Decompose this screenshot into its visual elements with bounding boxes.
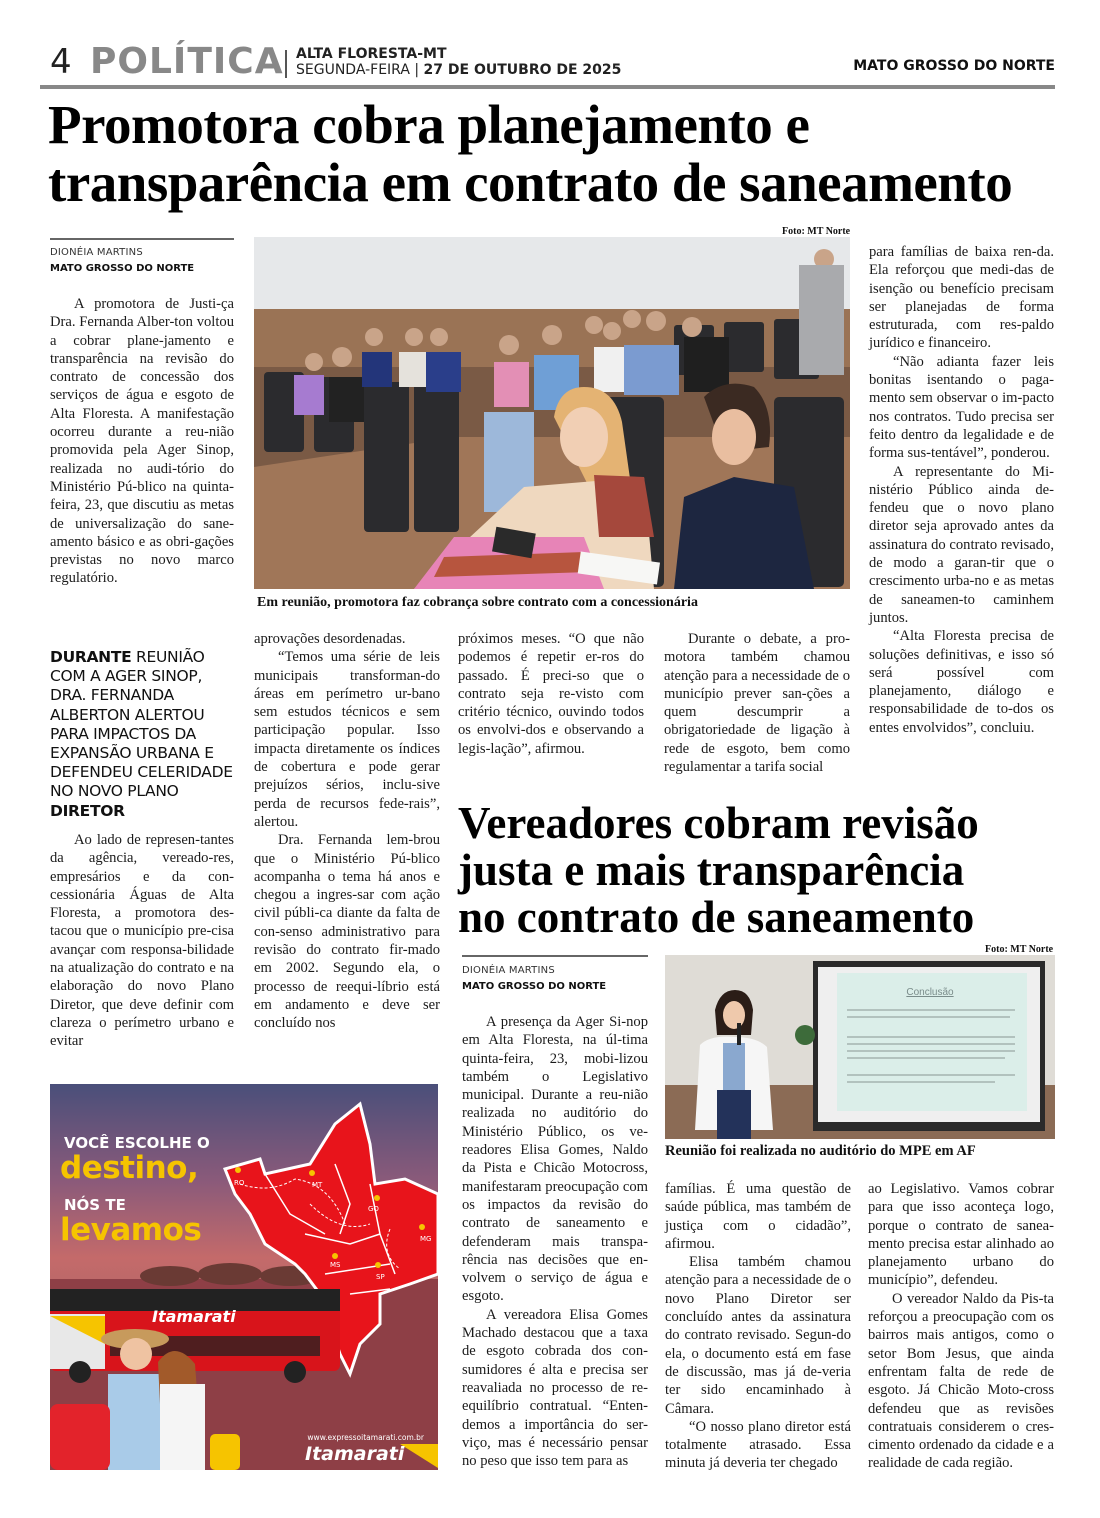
ad-headline-1: VOCÊ ESCOLHE O [64, 1134, 210, 1152]
newspaper-brand: MATO GROSSO DO NORTE [853, 58, 1055, 74]
paragraph: O vereador Naldo da Pis-ta reforçou a preocupação com os bairros mais antigos, como o setor Bom Jesus, que ainda enfrentam falta de rede de esgoto. Já Chicão Moto-cross defendeu que as revisões contratuais considerem o cres-cimento ordenado da cidade e a realidade de cada região. [868, 1290, 1054, 1472]
headline-line: transparência em contrato de saneamento [48, 152, 1013, 213]
map-label-go: GO [368, 1205, 379, 1213]
map-label-ms: MS [330, 1261, 341, 1269]
paragraph: “O nosso plano diretor está totalmente atrasado. Essa minuta já deveria ter chegado [665, 1418, 851, 1472]
paragraph: famílias. É uma questão de saúde pública, mas também de justiça com o cidadão”, afirmou. [665, 1181, 851, 1252]
headline-line: no contrato de saneamento [458, 892, 975, 942]
article2-photo-caption: Reunião foi realizada no auditório do MPE em AF [665, 1143, 976, 1159]
header-divider [285, 50, 287, 78]
paragraph: “Alta Floresta precisa de soluções definitivas, e isso só será possível com planejamento, diálogo e responsabilidade de to-dos os entes envolvidos”, concluiu. [869, 628, 1054, 736]
article1-photo-caption: Em reunião, promotora faz cobrança sobre contrato com a concessionária [257, 595, 698, 610]
article1-column-1 [50, 295, 234, 588]
header-rule [40, 85, 1055, 89]
paragraph: A presença da Ager Si-nop em Alta Floresta, na úl-tima quinta-feira, 23, mobi-lizou também o Legislativo municipal. Durante a reu-nião realizada no auditório do Ministério Público, os ve-readores Elisa Gomes, Naldo da Pista e Chicão Motocross, manifestaram preocupação com os impactos da revisão do contrato de saneamento e defenderam mais transpa-rência nas decisões que en-volvem o serviço de água e esgoto. [462, 1014, 648, 1305]
auditorium-photo-illustration [254, 237, 850, 589]
article1-author: DIONÉIA MARTINS [50, 247, 143, 258]
paragraph: “Temos uma série de leis municipais transforman-do áreas em perímetro ur-bano sem estudos técnicos e sem participação popular. Isso impacta diretamente os índices de cobertura e pode gerar prejuízos sérios, inclu-sive perda de recursos fede-rais”, alertou. [254, 649, 440, 830]
section-title: POLÍTICA [90, 41, 284, 82]
article2-photo-credit: Foto: MT Norte [985, 944, 1054, 955]
article1-column-3 [458, 630, 644, 758]
paragraph: Ao lado de represen-tantes da agência, vereado-res, empresários e da con-cessionária Águas de Alta Floresta, a promotora des-tacou que o município pre-cisa avançar com responsa-bilidade na atualização do contrato e na elaboração do novo Plano Diretor, que deve definir com clareza o perímetro urbano e evitar [50, 832, 234, 1050]
weekday: SEGUNDA-FEIRA [296, 62, 410, 78]
pull-quote-body: REUNIÃO COM A AGER SINOP, DRA. FERNANDA ALBERTON ALERTOU PARA IMPACTOS DA EXPANSÃO URBANA E DEFENDEU CELERIDADE NO NOVO PLANO [50, 648, 233, 801]
pull-quote [50, 648, 240, 821]
headline-line: Vereadores cobram revisão [458, 798, 979, 848]
ad-headline-2: destino, [60, 1150, 199, 1186]
headline-line: justa e mais transparência [458, 845, 965, 895]
paragraph: A representante do Mi-nistério Público ainda de-fendeu que o novo plano diretor seja aprovado antes da assinatura do contrato revisado, de modo a garan-tir que o crescimento urba-no e as metas de saneamen-to caminhem juntos. [869, 463, 1054, 626]
article1-outlet: MATO GROSSO DO NORTE [50, 263, 195, 274]
map-label-sp: SP [376, 1273, 385, 1281]
article1-headline [48, 96, 1068, 212]
ad-headline-3: NÓS TE [64, 1196, 126, 1214]
article1-column-2 [254, 630, 440, 1033]
page-header [40, 42, 1055, 88]
paragraph: próximos meses. “O que não podemos é repetir er-ros do passado. É preci-so que o contrato seja re-visto com critério técnico, ouvindo todos os envolvi-dos e observando a legis-lação”, afirmou. [458, 631, 644, 757]
paragraph: ao Legislativo. Vamos cobrar para que isso aconteça logo, porque o contrato de sanea-mento precisa estar alinhado ao planejamento urbano do município”, defendeu. [868, 1181, 1054, 1289]
article1-photo-credit: Foto: MT Norte [782, 226, 851, 237]
slide-title: Conclusão [906, 987, 954, 998]
article2-column-3 [868, 1180, 1054, 1473]
date-line: SEGUNDA-FEIRA | 27 DE OUTUBRO DE 2025 [296, 62, 622, 78]
article1-photo [254, 237, 850, 589]
byline-rule [50, 238, 234, 240]
map-label-ro: RO [234, 1179, 245, 1187]
pull-quote-lead: DURANTE [50, 648, 132, 666]
paragraph: Durante o debate, a pro-motora também chamou atenção para a necessidade de o município prever san-ções a quem descumprir a obrigatoriedade de ligação à rede de esgoto, bem como regulamentar a tarifa social [664, 631, 850, 776]
headline-line: Promotora cobra planejamento e [48, 94, 810, 155]
ad-headline-4: levamos [60, 1212, 202, 1248]
ad-url[interactable]: www.expressoitamarati.com.br [307, 1433, 424, 1442]
paragraph: para famílias de baixa ren-da. Ela reforçou que medi-das de isenção ou benefício precisam ser planejadas de forma estruturada, com res-paldo jurídico e financeiro. [869, 244, 1054, 352]
map-label-mg: MG [420, 1235, 432, 1243]
paragraph: A vereadora Elisa Gomes Machado destacou que a taxa de esgoto cobrada dos con-sumidores é alta e precisa ser reavaliada no processo de re-equilíbrio contratual. “Enten-demos a importância do ser-viço, mas é necessário pensar no peso que isso tem para as [462, 1306, 648, 1470]
paragraph: “Não adianta fazer leis bonitas isentando o paga-mento sem observar o im-pacto nos contratos. Tudo precisa ser feito dentro da legalidade e de forma sus-tentável”, ponderou. [869, 353, 1054, 462]
paragraph: Elisa também chamou atenção para a necessidade de o novo Plano Diretor ser concluído antes da assinatura do contrato revisado. Segun-do ela, o documento está em fase de discussão, mas já de-veria ter sido encaminhado à Câmara. [665, 1254, 851, 1417]
article2-headline [458, 800, 1068, 941]
article2-column-1 [462, 1013, 648, 1470]
paragraph: Dra. Fernanda lem-brou que o Ministério Pú-blico acompanha o tema há anos e chegou a ingres-sar com ação civil públi-ca diante da falta de con-senso administrativo para revisão do contrato fir-mado em 2002. Segundo ela, o processo de reequi-líbrio está em andamento e deve ser concluído nos [254, 832, 440, 1032]
article2-author: DIONÉIA MARTINS [462, 965, 555, 976]
article2-outlet: MATO GROSSO DO NORTE [462, 981, 607, 992]
byline-rule [462, 955, 648, 957]
article1-column-5 [869, 243, 1054, 737]
page-number: 4 [50, 42, 72, 82]
itamarati-advertisement[interactable] [50, 1084, 438, 1470]
paragraph: aprovações desordenadas. [254, 631, 406, 647]
article1-column-4 [664, 630, 850, 776]
issue-date: 27 DE OUTUBRO DE 2025 [423, 62, 622, 78]
bus-brand-text: Itamarati [152, 1307, 236, 1326]
paragraph: A promotora de Justi-ça Dra. Fernanda Alber-ton voltou a cobrar plane-jamento e transparência na revisão do contrato de concessão dos serviços de água e esgoto de Alta Floresta. A manifestação ocorreu durante a reu-nião promovida pela Ager Sinop, realizada no audi-tório do Ministério Pú-blico na quinta-feira, 23, que discutiu as metas de universalização do sane-amento básico e as obri-gações previstas no novo marco regulatório. [50, 296, 234, 587]
article2-column-2 [665, 1180, 851, 1473]
presentation-photo-illustration [665, 955, 1055, 1139]
pull-quote-tail: DIRETOR [50, 801, 125, 820]
city-label: ALTA FLORESTA-MT [296, 46, 447, 62]
map-label-mt: MT [312, 1181, 323, 1189]
article2-photo [665, 955, 1055, 1139]
itamarati-logo: Itamarati [305, 1443, 405, 1465]
article1-column-1b [50, 831, 234, 1051]
